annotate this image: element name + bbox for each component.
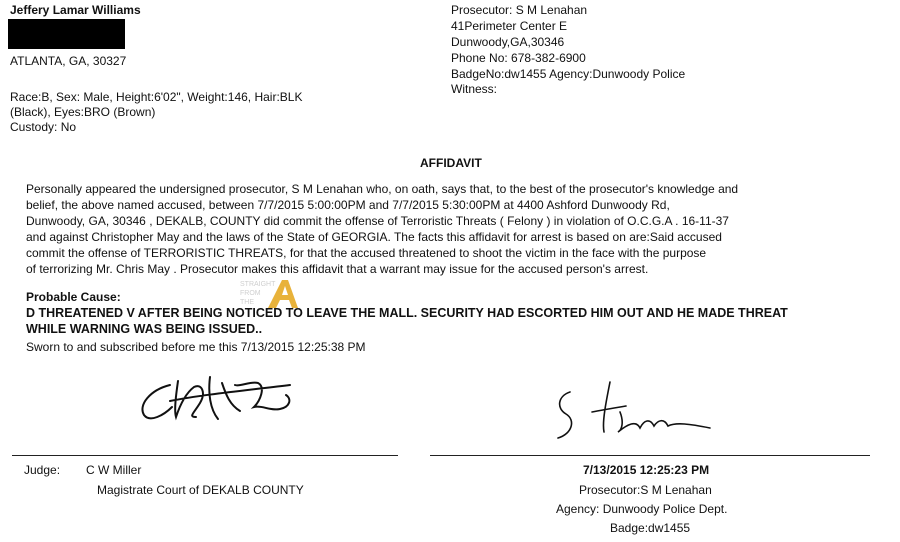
accused-description-line2: (Black), Eyes:BRO (Brown) bbox=[10, 105, 156, 119]
prosecutor-signature-badge: Badge:dw1455 bbox=[610, 521, 691, 535]
accused-custody: Custody: No bbox=[10, 120, 77, 134]
accused-description-line1: Race:B, Sex: Male, Height:6'02", Weight:146, Hair:BLK bbox=[10, 90, 303, 104]
watermark-logo bbox=[238, 276, 308, 310]
witness-label: Witness: bbox=[451, 82, 498, 96]
sworn-statement: Sworn to and subscribed before me this 7/13/2015 12:25:38 PM bbox=[26, 340, 366, 354]
affidavit-line: of terrorizing Mr. Chris May . Prosecutor makes this affidavit that a warrant may issue for the accused person's arrest. bbox=[26, 262, 649, 276]
affidavit-body bbox=[26, 181, 876, 277]
prosecutor-signature-name: Prosecutor:S M Lenahan bbox=[579, 483, 712, 497]
affidavit-line: and against Christopher May and the laws of the State of GEORGIA. The facts this affidavit for arrest is based on are:Said accused bbox=[26, 230, 722, 244]
accused-city: ATLANTA, GA, 30327 bbox=[10, 54, 127, 68]
svg-text:FROM: FROM bbox=[240, 290, 261, 297]
accused-name: Jeffery Lamar Williams bbox=[10, 3, 141, 17]
affidavit-line: Personally appeared the undersigned prosecutor, S M Lenahan who, on oath, says that, to the best of the prosecutor's knowledge and bbox=[26, 182, 739, 196]
prosecutor-address: 41Perimeter Center E bbox=[451, 19, 568, 33]
judge-label: Judge: bbox=[24, 463, 61, 477]
svg-text:THE: THE bbox=[240, 299, 254, 306]
prosecutor-phone: Phone No: 678-382-6900 bbox=[451, 51, 586, 65]
prosecutor-city: Dunwoody,GA,30346 bbox=[451, 35, 565, 49]
judge-court: Magistrate Court of DEKALB COUNTY bbox=[97, 483, 304, 497]
svg-text:STRAIGHT: STRAIGHT bbox=[240, 281, 276, 288]
probable-cause-label: Probable Cause: bbox=[26, 290, 121, 304]
affidavit-line: belief, the above named accused, between 7/7/2015 5:00:00PM and 7/7/2015 5:30:00PM at 4400 Ashford Dunwoody Rd, bbox=[26, 198, 670, 212]
judge-name: C W Miller bbox=[86, 463, 142, 477]
prosecutor-signature bbox=[540, 372, 730, 452]
prosecutor-signature-datetime: 7/13/2015 12:25:23 PM bbox=[583, 463, 710, 477]
prosecutor-signature-line bbox=[430, 455, 870, 456]
prosecutor-badge: BadgeNo:dw1455 Agency:Dunwoody Police bbox=[451, 67, 686, 81]
judge-signature-line bbox=[12, 455, 398, 456]
affidavit-title: AFFIDAVIT bbox=[420, 156, 482, 170]
prosecutor-signature-agency: Agency: Dunwoody Police Dept. bbox=[556, 502, 728, 516]
probable-cause-line: D THREATENED V AFTER BEING NOTICED TO LEAVE THE MALL. SECURITY HAD ESCORTED HIM OUT AND HE MADE THREAT bbox=[26, 306, 788, 320]
affidavit-line: Dunwoody, GA, 30346 , DEKALB, COUNTY did commit the offense of Terroristic Threats ( Felony ) in violation of O.C.G.A . 16-11-37 bbox=[26, 214, 729, 228]
redacted-address bbox=[8, 19, 125, 49]
judge-signature bbox=[130, 365, 310, 435]
prosecutor-name: Prosecutor: S M Lenahan bbox=[451, 3, 588, 17]
probable-cause-line: WHILE WARNING WAS BEING ISSUED.. bbox=[26, 322, 263, 336]
affidavit-line: commit the offense of TERRORISTIC THREATS, for that the accused threatened to shoot the victim in the face with the purpose bbox=[26, 246, 707, 260]
